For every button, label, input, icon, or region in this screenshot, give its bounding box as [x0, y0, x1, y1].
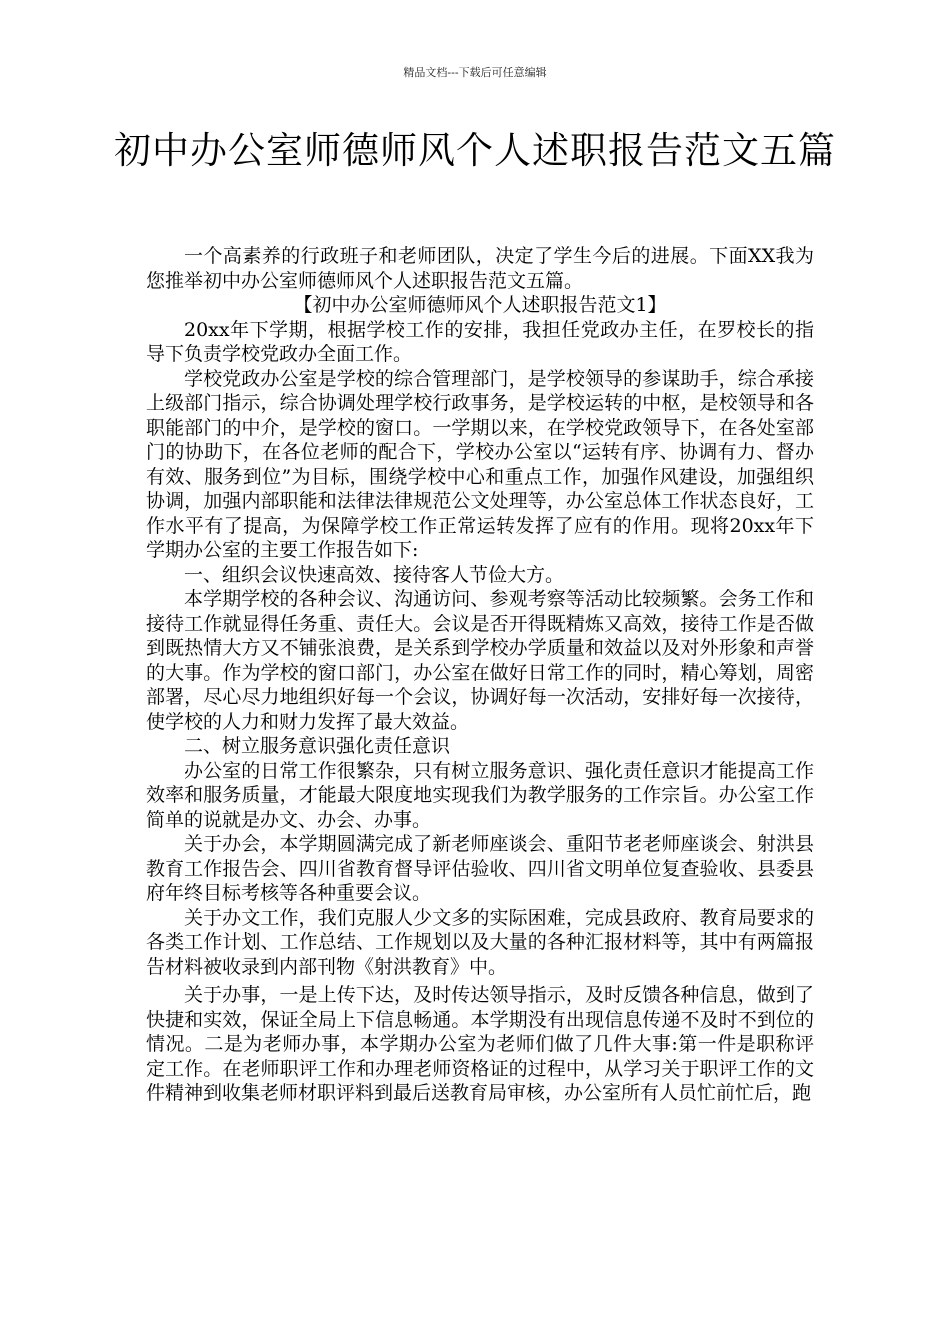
body-paragraph: 本学期学校的各种会议、沟通访问、参观考察等活动比较频繁。会务工作和接待工作就显得任务重、责任大。会议是否开得既精炼又高效，接待工作是否做到既热情大方又不铺张浪费，是关系到学校办学质量和效益以及对外形象和声誉的大事。作为学校的窗口部门，办公室在做好日常工作的同时，精心筹划，周密部署，尽心尽力地组织好每一个会议，协调好每一次活动，安排好每一次接待，使学校的人力和财力发挥了最大效益。 [146, 588, 814, 733]
subheading: 一、组织会议快速高效、接待客人节俭大方。 [184, 563, 565, 586]
body-paragraph: 20xx年下学期，根据学校工作的安排，我担任党政办主任，在罗校长的指导下负责学校党政办全面工作。 [146, 318, 814, 365]
document-title: 初中办公室师德师风个人述职报告范文五篇 [114, 129, 836, 172]
body-paragraph: 学校党政办公室是学校的综合管理部门，是学校领导的参谋助手，综合承接上级部门指示，综合协调处理学校行政事务，是学校运转的中枢，是校领导和各职能部门的中介，是学校的窗口。一学期以来，在学校党政领导下，在各处室部门的协助下，在各位老师的配合下，学校办公室以“运转有序、协调有力、督办有效、服务到位”为目标，围绕学校中心和重点工作，加强作风建设，加强组织协调，加强内部职能和法律法律规范公文处理等，办公室总体工作状态良好，工作水平有了提高，为保障学校工作正常运转发挥了应有的作用。现将20xx年下学期办公室的主要工作报告如下: [146, 367, 814, 561]
subheading: 二、树立服务意识强化责任意识 [184, 735, 451, 757]
body-paragraph: 办公室的日常工作很繁杂，只有树立服务意识、强化责任意识才能提高工作效率和服务质量，才能最大限度地实现我们为教学服务的工作宗旨。办公室工作简单的说就是办文、办会、办事。 [146, 759, 814, 831]
body-paragraph: 关于办文工作，我们克服人少文多的实际困难，完成县政府、教育局要求的各类工作计划、工作总结、工作规划以及大量的各种汇报材料等，其中有两篇报告材料被收录到内部刊物《射洪教育》中。 [146, 906, 814, 978]
body-paragraph: 关于办事，一是上传下达，及时传达领导指示，及时反馈各种信息，做到了快捷和实效，保证全局上下信息畅通。本学期没有出现信息传递不及时不到位的情况。二是为老师办事，本学期办公室为老师们做了几件大事:第一件是职称评定工作。在老师职评工作和办理老师资格证的过程中，从学习关于职评工作的文件精神到收集老师材职评料到最后送教育局审核，办公室所有人员忙前忙后，跑 [146, 984, 814, 1104]
section-heading: 【初中办公室师德师风个人述职报告范文1】 [293, 294, 667, 316]
document-body [146, 244, 814, 1106]
intro-paragraph: 一个高素养的行政班子和老师团队，决定了学生今后的进展。下面XX我为您推举初中办公室师德师风个人述职报告范文五篇。 [146, 245, 814, 292]
header-note: 精品文档---下载后可任意编辑 [403, 66, 547, 79]
body-paragraph: 关于办会，本学期圆满完成了新老师座谈会、重阳节老老师座谈会、射洪县教育工作报告会、四川省教育督导评估验收、四川省文明单位复查验收、县委县府年终目标考核等各种重要会议。 [146, 833, 814, 904]
